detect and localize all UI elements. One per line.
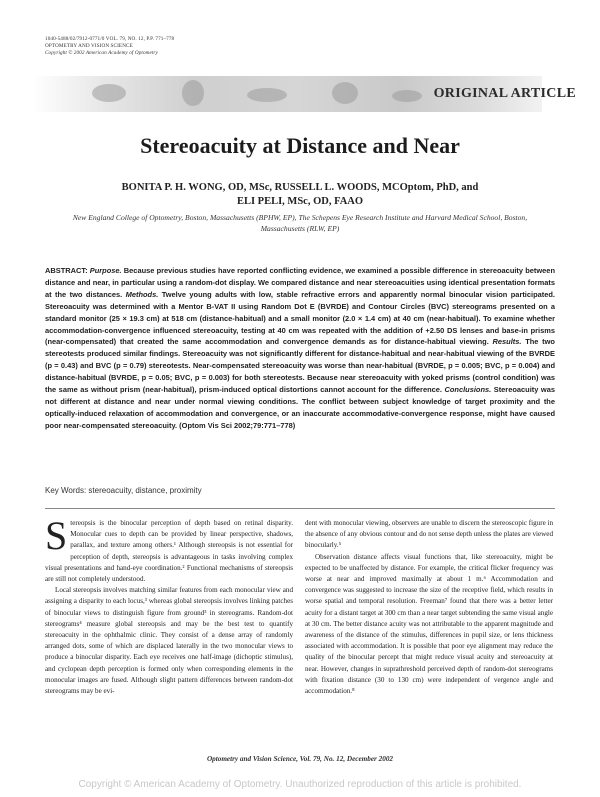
body-paragraph: Local stereopsis involves matching similar features from each monocular view and assigning a disparity to each locus,³ whereas global stereopsis involves linking patches of binocular views to distinguish figure from ground³ in stereograms. Random-dot stereograms⁴ measure global stereopsis and may be the best test to quantify stereoacuity in the ophthalmic clinic. They consist of a dense array of randomly arranged dots, some of which are displaced laterally in the two monocular views to produce a binocular disparity. Each eye receives one half-image (dichoptic stimulus), and cyclopean depth perception is formed only when corresponding elements in the monocular images are fused. Although slight pattern differences between random-dot stereograms may be evi-	[45, 586, 293, 696]
abstract-methods: Twelve young adults with low, stable refractive errors and apparently normal binocular vision participated. Stereoacuity was determined with a Mentor B-VAT II using Random Dot E (BVRDE) and Contour Circles (BVC) stereograms presented on a standard monitor (25 × 19.3 cm) at 518 cm (distance-habitual) and a small monitor (2.0 × 1.4 cm) at 40 cm (near-habitual). To examine whether accommodation-convergence influenced stereoacuity, testing at 40 cm was repeated with the addition of +2.50 DS lenses and base-in prisms (near-compensated) that created the same accommodation and convergence demands as for distance-habitual viewing.	[45, 289, 555, 347]
author-list	[120, 181, 480, 209]
author-affiliation: New England College of Optometry, Boston, Massachusetts (BPHW, EP), The Schepens Eye Research Institute and Harvard Medical School, Boston, Massachusetts (RLW, EP)	[72, 213, 528, 233]
body-column-left	[45, 513, 293, 697]
body-paragraph: Observation distance affects visual functions that, like stereoacuity, might be expected to be unaffected by distance. For example, the critical flicker frequency was worse at near and improved maximally at about 1 m.⁶ Accommodation and convergence was suggested to increase the size of the receptive field, which results in worse spatial and temporal resolution. Freeman⁷ found that there was a better letter acuity for a distant target at 300 cm than a near target subtending the same visual angle at 30 cm. The better distance acuity was not attributable to the apparent magnitude and awareness of the distance of the stimulus, differences in pupil size, or lens thickness associated with accommodation. It is possible that poor eye alignment may reduce the quality of the binocular percept that might reduce visual acuity and stereoacuity at near. However, changes in suprathreshold perceived depth of random-dot stereograms with fixation distance (30 to 130 cm) were independent of vergence angle and accommodation.⁸	[305, 552, 553, 696]
abstract-results-label: Results.	[492, 337, 522, 347]
meta-line-1: 1040-5488/02/7912-0771/0 VOL. 79, NO. 12, P.P. 771–778	[45, 36, 175, 42]
drop-cap: S	[45, 513, 68, 558]
abstract	[45, 265, 555, 432]
body-column-right	[305, 518, 553, 697]
copyright-watermark: Copyright © American Academy of Optometry. Unauthorized reproduction of this article is prohibited.	[78, 779, 522, 790]
meta-line-2: OPTOMETRY AND VISION SCIENCE	[45, 43, 133, 49]
meta-line-3: Copyright © 2002 American Academy of Optometry	[45, 50, 158, 56]
article-type-label: ORIGINAL ARTICLE	[433, 86, 576, 101]
body-text: tereopsis is the binocular perception of depth based on retinal disparity. Monocular cues to depth can be provided by linear perspective, shadows, parallax, and texture among others.¹ Although stereopsis is not essential for perception of depth, stereopsis is advantageous in tasks involving complex visual presentations and hand-eye coordination.² Functional mechanisms of stereopsis are still not completely understood.	[45, 519, 293, 584]
authors-line-2: ELI PELI, MSc, OD, FAAO	[236, 196, 364, 207]
abstract-results: The two stereotests produced similar findings. Stereoacuity was not significantly different for distance-habitual and near-habitual viewing of the BVRDE (p = 0.43) and BVC (p = 0.79) stereotests. Near-compensated stereoacuity was worse than near-habitual (BVRDE, p = 0.005; BVC, p = 0.004) and distance-habitual (BVRDE, p = 0.05; BVC, p = 0.003) for both stereotests. Because near stereoacuity with yoked prisms (control condition) was the same as without prism (near-habitual), prism-induced optical distortions cannot account for the difference.	[45, 337, 555, 395]
body-paragraph	[45, 513, 293, 585]
abstract-methods-label: Methods.	[125, 289, 159, 299]
abstract-conclusions: Stereoacuity was not different at distance and near under normal viewing conditions. The conflict between subject knowledge of target proximity and the optically-induced relaxation of accommodation and convergence, or an inaccurate accommodative-convergence response, might have caused poor near-compensated stereoacuity. (Optom Vis Sci 2002;79:771–778)	[45, 385, 555, 430]
abstract-lead: ABSTRACT:	[45, 266, 88, 275]
authors-line-1: BONITA P. H. WONG, OD, MSc, RUSSELL L. WOODS, MCOptom, PhD, and	[121, 182, 479, 193]
section-divider	[45, 508, 555, 509]
abstract-conclusions-label: Conclusions.	[444, 385, 492, 395]
body-paragraph: dent with monocular viewing, observers are unable to discern the stereoscopic figure in the absence of any obvious contour and do not sense depth unless the plates are viewed binocularly.⁵	[305, 519, 554, 550]
abstract-purpose: Because previous studies have reported conflicting evidence, we examined a possible difference in stereoacuity between distance and near, in particular using a random-dot display. We compared distance and near stereoacuities using identical presentation formats at the two distances.	[45, 266, 555, 299]
abstract-purpose-label: Purpose.	[89, 266, 122, 275]
running-footer: Optometry and Vision Science, Vol. 79, No. 12, December 2002	[206, 755, 394, 763]
article-title: Stereoacuity at Distance and Near	[140, 133, 460, 158]
key-words: Key Words: stereoacuity, distance, proximity	[45, 486, 202, 495]
journal-metadata	[45, 36, 345, 57]
